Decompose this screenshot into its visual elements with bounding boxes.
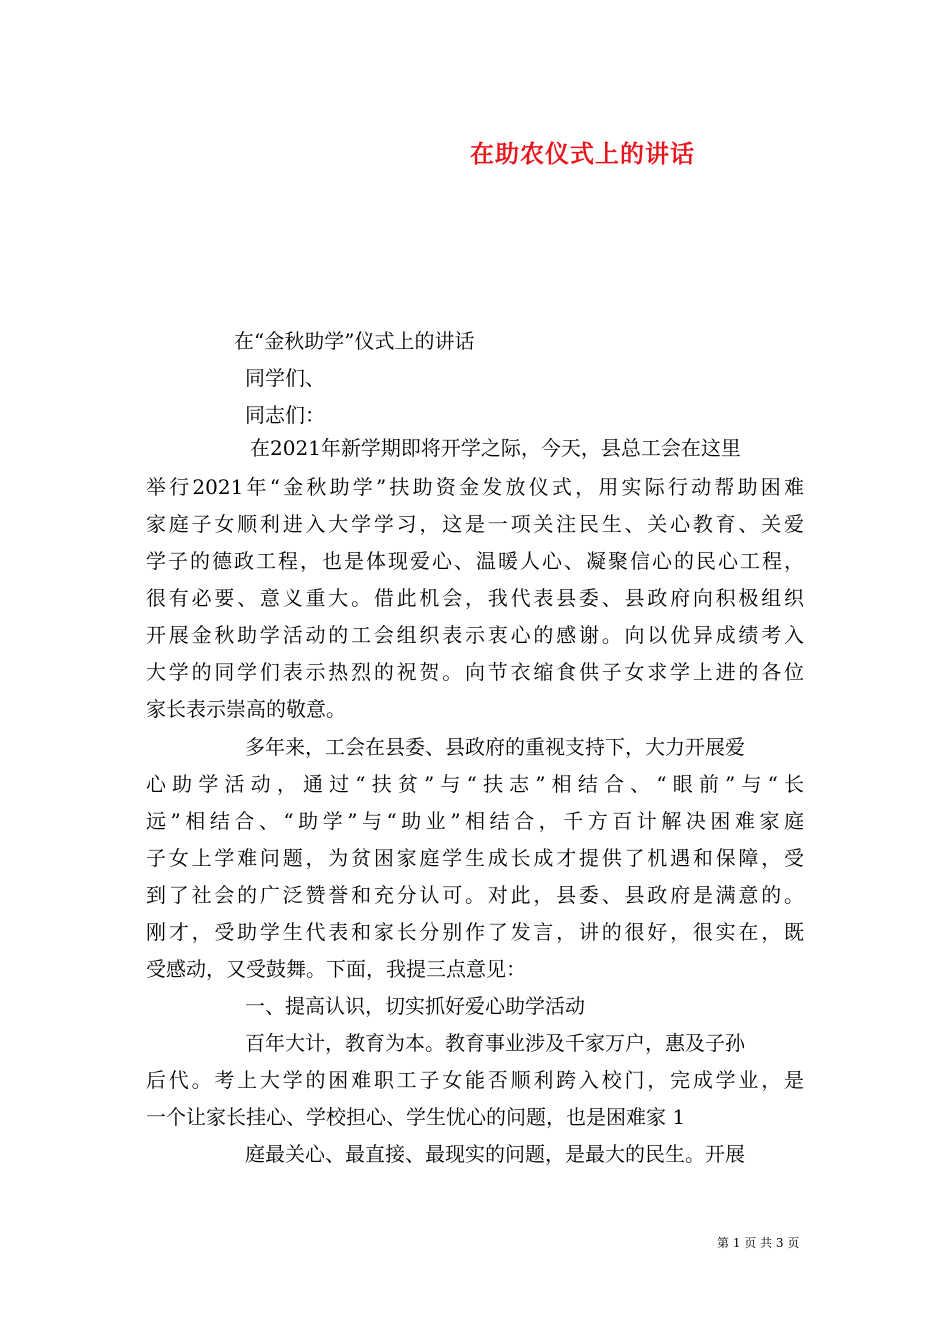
paragraph-line: 百年大计，教育为本。教育事业涉及千家万户，惠及子孙	[245, 1031, 745, 1055]
paragraph-line: 到了社会的广泛赞誉和充分认可。对此，县委、县政府是满意的。	[146, 883, 804, 907]
paragraph-line: 子女上学难问题，为贫困家庭学生成长成才提供了机遇和保障，受	[146, 846, 804, 870]
paragraph-line: 心助学活动，通过“扶贫”与“扶志”相结合、“眼前”与“长	[146, 772, 804, 796]
paragraph-line: 学子的德政工程，也是体现爱心、温暖人心、凝聚信心的民心工程，	[146, 549, 804, 573]
paragraph-line: 受感动，又受鼓舞。下面，我提三点意见：	[146, 957, 526, 981]
salutation-line: 同学们、	[245, 366, 325, 390]
section-heading: 一、提高认识，切实抓好爱心助学活动	[245, 994, 585, 1018]
paragraph-line: 很有必要、意义重大。借此机会，我代表县委、县政府向积极组织	[146, 586, 804, 610]
page-footer: 第 1 页 共 3 页	[717, 1236, 800, 1250]
speech-heading: 在“金秋助学”仪式上的讲话	[234, 329, 475, 353]
salutation-line: 同志们：	[245, 403, 325, 427]
paragraph-line: 家庭子女顺利进入大学学习，这是一项关注民生、关心教育、关爱	[146, 512, 804, 536]
paragraph-line: 多年来，工会在县委、县政府的重视支持下，大力开展爱	[245, 735, 745, 759]
paragraph-line: 大学的同学们表示热烈的祝贺。向节衣缩食供子女求学上进的各位	[146, 660, 804, 684]
paragraph-line: 远”相结合、“助学”与“助业”相结合，千方百计解决困难家庭	[146, 809, 804, 833]
paragraph-line: 开展金秋助学活动的工会组织表示衷心的感谢。向以优异成绩考入	[146, 623, 804, 647]
paragraph-line: 举行2021年“金秋助学”扶助资金发放仪式，用实际行动帮助困难	[146, 475, 804, 499]
paragraph-line: 在2021年新学期即将开学之际，今天，县总工会在这里	[250, 436, 741, 460]
paragraph-line: 刚才，受助学生代表和家长分别作了发言，讲的很好，很实在，既	[146, 920, 804, 944]
paragraph-line: 庭最关心、最直接、最现实的问题，是最大的民生。开展	[245, 1142, 745, 1166]
paragraph-line: 后代。考上大学的困难职工子女能否顺利跨入校门，完成学业，是	[146, 1068, 804, 1092]
paragraph-line: 一个让家长挂心、学校担心、学生忧心的问题，也是困难家 1	[146, 1105, 686, 1129]
document-title: 在助农仪式上的讲话	[470, 139, 695, 168]
paragraph-line: 家长表示崇高的敬意。	[146, 697, 346, 721]
